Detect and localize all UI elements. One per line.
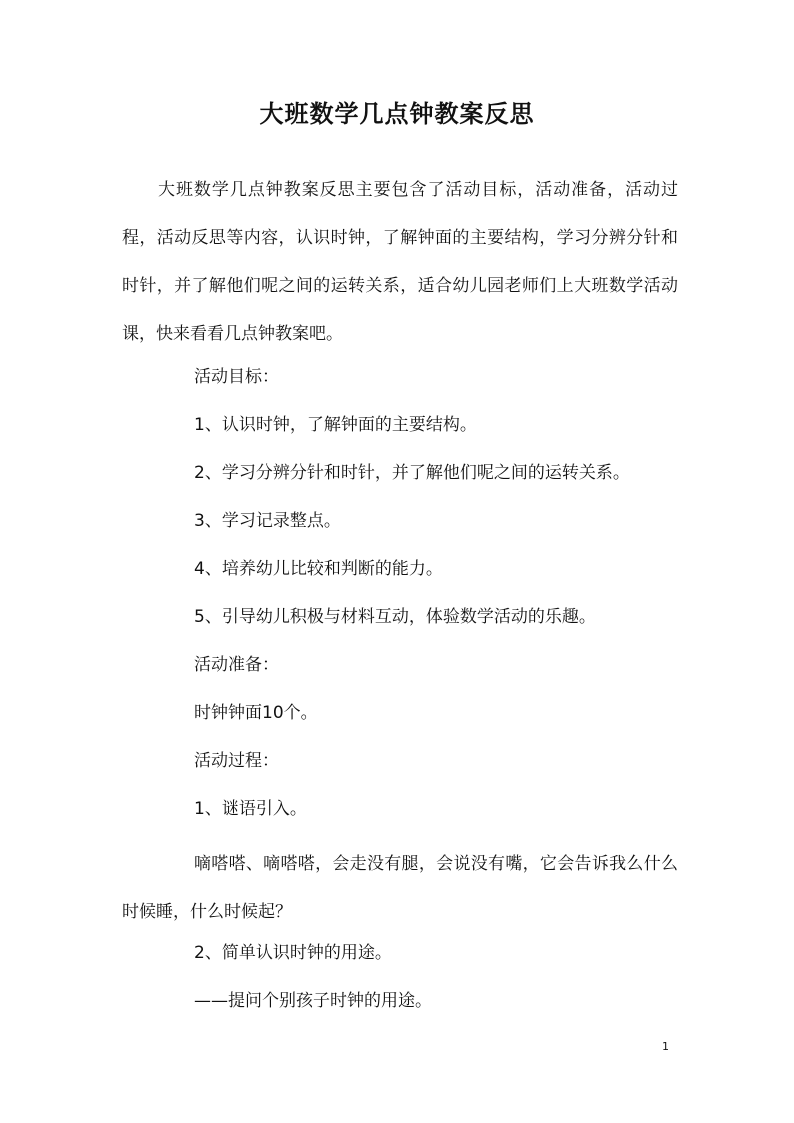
goal-item: 4、培养幼儿比较和判断的能力。: [194, 559, 443, 579]
document-title: 大班数学几点钟教案反思: [259, 99, 535, 128]
goal-item: 1、认识时钟，了解钟面的主要结构。: [194, 415, 477, 435]
step-2: 2、简单认识时钟的用途。: [194, 943, 392, 963]
page-number: 1: [662, 1040, 669, 1053]
step-1: 1、谜语引入。: [194, 799, 307, 819]
intro-paragraph: 大班数学几点钟教案反思主要包含了活动目标，活动准备，活动过程，活动反思等内容，认识时钟，了解钟面的主要结构，学习分辨分针和时针，并了解他们呢之间的运转关系，适合幼儿园老师们上大班数学活动课，快来看看几点钟教案吧。: [122, 180, 678, 344]
prep-heading: 活动准备：: [194, 655, 279, 675]
goal-item: 3、学习记录整点。: [194, 511, 341, 531]
prep-text: 时钟钟面10个。: [194, 703, 318, 723]
goal-item: 2、学习分辨分针和时针，并了解他们呢之间的运转关系。: [194, 463, 630, 483]
riddle-paragraph: 嘀嗒嗒、嘀嗒嗒，会走没有腿，会说没有嘴，它会告诉我么什么时候睡，什么时候起？: [122, 854, 678, 922]
process-heading: 活动过程：: [194, 751, 279, 771]
step-2-detail: ——提问个别孩子时钟的用途。: [194, 991, 432, 1011]
goals-heading: 活动目标：: [194, 367, 279, 387]
goal-item: 5、引导幼儿积极与材料互动，体验数学活动的乐趣。: [194, 607, 596, 627]
